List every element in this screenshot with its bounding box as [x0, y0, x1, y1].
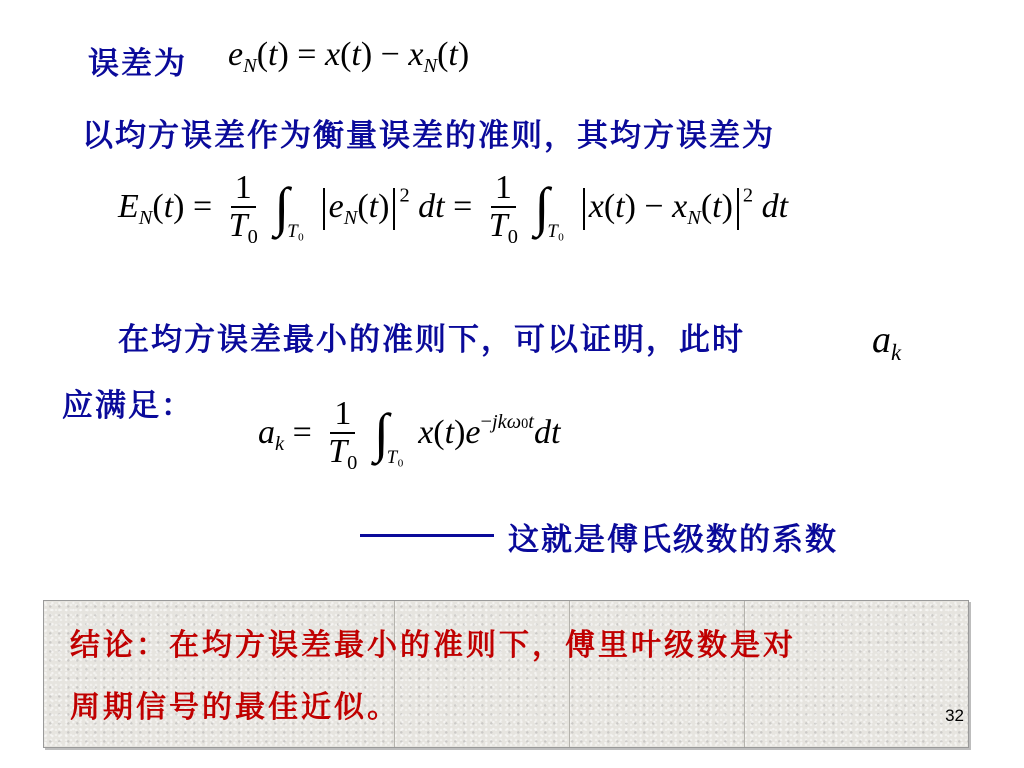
error-definition-label: 误差为 — [88, 46, 187, 82]
proof-statement-text: 在均方误差最小的准则下，可以证明，此时 — [118, 322, 745, 358]
conclusion-line-2: 周期信号的最佳近似。 — [70, 690, 400, 725]
em-dash-line — [360, 534, 494, 537]
conclusion-line-1: 结论：在均方误差最小的准则下，傅里叶级数是对 — [70, 628, 796, 663]
mse-formula: $E_N(t)$ = $\frac{1}{T_0}$ $\int_{T_0}$ $e_N(t)$ $^2$ dt = $\frac{1}{T_0}$ $\int_{T_0}$ $x(t) - x_N(t)$ $^2$ dt — [118, 169, 789, 248]
should-satisfy-label: 应满足： — [62, 388, 194, 424]
fourier-coefficient-note: 这就是傅氏级数的系数 — [508, 522, 838, 558]
coefficient-symbol: $a_k$ — [872, 319, 902, 365]
error-formula: $e_N(t) = x(t) - x_N(t)$ — [228, 36, 470, 78]
fourier-coefficient-formula: $a_k$ = $\frac{1}{T_0}$ $\int_{T_0}$ $x(t)e^{-jk\omega 0t}dt$ — [258, 395, 561, 474]
mse-criterion-text: 以均方误差作为衡量误差的准则，其均方误差为 — [82, 118, 775, 154]
page-number: 32 — [945, 706, 964, 725]
